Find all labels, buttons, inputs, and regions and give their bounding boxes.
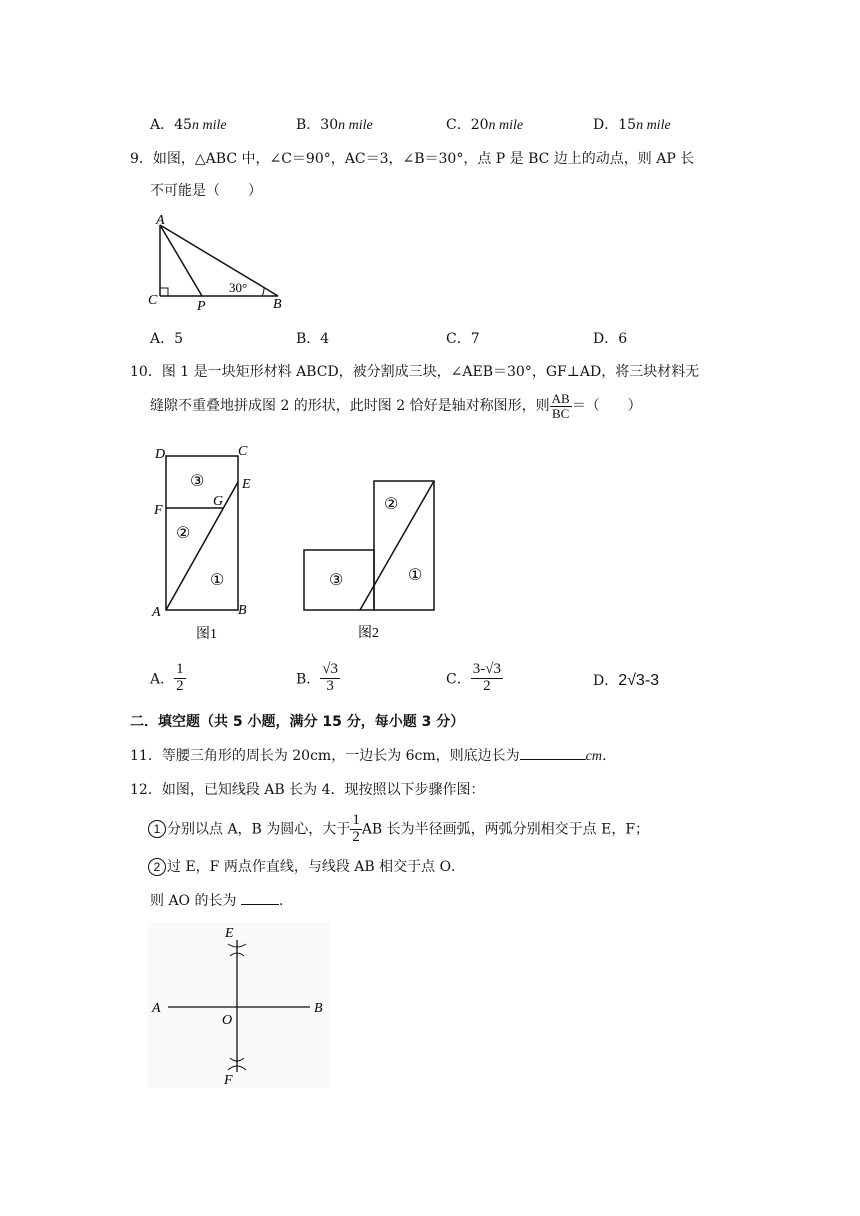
piece-1-label: ① <box>408 567 423 584</box>
q10-line2-text: 缝隙不重叠地拼成图 2 的形状，此时图 2 恰好是轴对称图形，则 <box>150 398 550 415</box>
step-2-marker: 2 <box>148 858 166 876</box>
fraction-numerator: 1 <box>352 812 360 828</box>
step-1-text: 分别以点 A，B 为圆心，大于 <box>167 821 351 838</box>
label-c: C <box>238 444 248 459</box>
option-value: 15 <box>618 117 637 133</box>
option-fraction <box>471 662 503 695</box>
option-letter: B． <box>296 117 321 133</box>
segment-ap <box>160 225 202 296</box>
option-letter: A． <box>150 117 175 133</box>
q9-option-a: A．5 <box>150 331 184 347</box>
q10-line1: 10．图 1 是一块矩形材料 ABCD，被分割成三块，∠AEB＝30°，GF⊥AD，将三块材料无 <box>130 364 700 380</box>
q10-ratio-fraction <box>550 392 572 420</box>
label-e: E <box>242 477 251 492</box>
label-b: B <box>273 297 282 312</box>
q12-step2 <box>148 856 465 876</box>
q12-step1 <box>148 813 649 846</box>
label-b: B <box>314 1001 323 1016</box>
q12-question-end: ． <box>278 893 293 909</box>
q8-option-c <box>446 114 523 134</box>
option-expression: 2√3-3 <box>618 672 660 689</box>
fraction-denominator: 2 <box>483 677 491 694</box>
label-p: P <box>197 299 206 312</box>
option-letter: B． <box>296 671 321 688</box>
q10-figure-1 <box>148 442 268 644</box>
q9-triangle-figure <box>140 212 290 312</box>
fraction-denominator: 2 <box>352 828 360 845</box>
fraction-numerator: √3 <box>322 661 339 677</box>
q12-question-text: 则 AO 的长为 <box>150 893 237 909</box>
step-2-text: 过 E，F 两点作直线，与线段 AB 相交于点 O． <box>167 859 466 875</box>
step-1-fraction <box>350 813 362 846</box>
option-fraction <box>174 662 186 695</box>
option-unit: n mile <box>191 118 227 133</box>
label-a: A <box>156 213 165 228</box>
fraction-numerator: 3-√3 <box>472 661 501 677</box>
label-e: E <box>225 926 234 941</box>
fraction-numerator: AB <box>551 391 570 406</box>
piece-3-label: ③ <box>190 473 205 490</box>
option-unit: n mile <box>488 118 524 133</box>
piece-2-label: ② <box>176 525 191 542</box>
option-letter: C． <box>446 671 471 688</box>
q8-option-b <box>296 114 373 134</box>
piece-1-label: ① <box>210 572 225 589</box>
piece-3-label: ③ <box>329 572 344 589</box>
q10-line2-tail: ＝（ ） <box>571 398 642 415</box>
option-value: 45 <box>174 117 192 133</box>
q9-option-c: C．7 <box>446 331 480 347</box>
angle-arc <box>262 288 264 296</box>
figure-1-caption: 图1 <box>196 627 217 642</box>
q10-line2 <box>150 392 642 420</box>
piece-2-label: ② <box>384 496 399 513</box>
section-2-title: 二．填空题（共 5 小题，满分 15 分，每小题 3 分） <box>130 714 465 730</box>
label-f: F <box>154 503 163 518</box>
label-b: B <box>238 603 247 618</box>
label-angle: 30° <box>229 280 248 295</box>
figure-2-caption: 图2 <box>358 626 379 641</box>
q8-option-d <box>593 114 671 134</box>
q9-line2: 不可能是（ ） <box>150 183 262 199</box>
q9-option-d: D．6 <box>593 331 628 347</box>
label-c: C <box>148 293 158 308</box>
q10-option-c <box>446 662 503 695</box>
segment-ae <box>166 482 238 610</box>
q12-answer-blank <box>241 904 279 905</box>
option-unit: n mile <box>636 118 671 133</box>
q10-option-d <box>593 670 659 690</box>
fraction-denominator: BC <box>551 405 570 421</box>
label-f: F <box>224 1073 233 1088</box>
q11 <box>130 745 616 765</box>
q11-answer-blank <box>520 759 586 760</box>
q8-option-a <box>150 114 227 134</box>
option-letter: D． <box>593 673 619 689</box>
option-value: 30 <box>320 117 339 133</box>
label-o: O <box>222 1013 233 1028</box>
step-1-marker: 1 <box>148 820 166 838</box>
q12-question <box>150 890 293 910</box>
q10-figure-2 <box>296 475 442 647</box>
option-unit: n mile <box>338 118 373 133</box>
q9-line1: 9．如图，△ABC 中，∠C＝90°，AC＝3，∠B＝30°，点 P 是 BC 边上的动点，则 AP 长 <box>130 151 695 167</box>
q12-construction-figure <box>148 922 330 1088</box>
segment-ab <box>160 225 278 296</box>
q12-line1: 12．如图，已知线段 AB 长为 4．现按照以下步骤作图： <box>130 782 485 798</box>
label-a: A <box>152 605 161 620</box>
q11-unit: cm． <box>585 749 616 764</box>
q11-text: 11．等腰三角形的周长为 20cm，一边长为 6cm，则底边长为 <box>130 748 520 764</box>
step-1-text-end: AB 长为半径画弧，两弧分别相交于点 E，F； <box>361 821 650 838</box>
right-angle-mark <box>160 288 168 296</box>
fraction-denominator: 2 <box>176 677 184 694</box>
q9-option-b: B．4 <box>296 331 330 347</box>
label-d: D <box>155 447 166 462</box>
q10-option-a <box>150 662 186 695</box>
option-letter: A． <box>150 671 175 688</box>
label-a: A <box>152 1001 161 1016</box>
option-value: 20 <box>470 117 489 133</box>
option-letter: D． <box>593 117 619 133</box>
option-letter: C． <box>446 117 471 133</box>
label-g: G <box>213 494 224 509</box>
option-fraction <box>320 662 340 695</box>
tall-piece-outline <box>374 481 434 610</box>
fraction-numerator: 1 <box>176 661 184 677</box>
q10-option-b <box>296 662 340 695</box>
fraction-denominator: 3 <box>326 677 334 694</box>
